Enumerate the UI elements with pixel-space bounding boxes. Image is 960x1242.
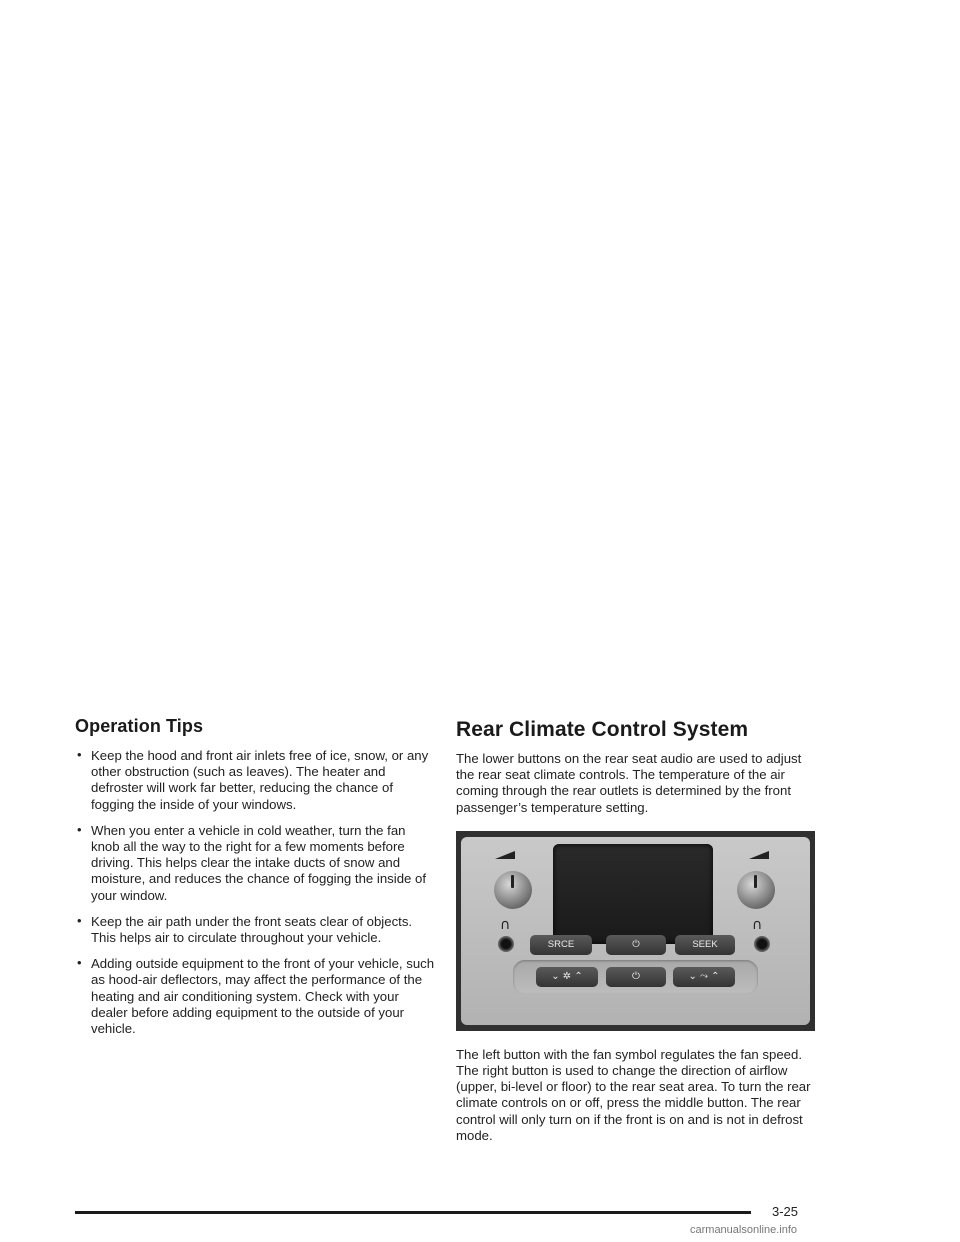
audio-power-button: ⏻ (606, 935, 666, 955)
srce-button: SRCE (530, 935, 592, 955)
list-item: • Keep the hood and front air inlets free of ice, snow, or any other obstruction (such as leaves). The heater and defroster will work far better, reducing the chance of fogging the inside of your windows. (77, 747, 429, 812)
list-item: • Adding outside equipment to the front of your vehicle, such as hood-air deflectors, may affect the performance of the heating and air conditioning system. Check with your dealer before adding equipment to the outside of your vehicle. (77, 955, 435, 1037)
headphone-right-icon: ∩ (752, 916, 763, 933)
page-number: 3-25 (772, 1204, 799, 1219)
seek-button: SEEK (675, 935, 735, 955)
rear-climate-section (456, 718, 818, 1144)
operation-tips-section (75, 716, 435, 1047)
display-screen (553, 844, 713, 944)
volume-right-icon (749, 851, 769, 859)
watermark-text: carmanualsonline.info (690, 1224, 798, 1236)
climate-power-button: ⏻ (606, 967, 666, 987)
airflow-mode-button: ⌄ ⤳ ⌃ (673, 967, 735, 987)
bullet-icon: • (77, 821, 82, 837)
operation-tips-heading: Operation Tips (75, 716, 204, 736)
control-panel (461, 837, 810, 1025)
operation-tips-list (75, 748, 435, 1037)
headphone-left-icon: ∩ (500, 916, 511, 933)
list-item: • Keep the air path under the front seats clear of objects. This helps air to circulate throughout your vehicle. (77, 912, 413, 946)
rear-climate-intro: The lower buttons on the rear seat audio are used to adjust the rear seat climate controls. The temperature of the air coming through the rear outlets is determined by the front passenger’s temperature setting. (456, 751, 802, 815)
volume-left-icon (495, 851, 515, 859)
list-item: • When you enter a vehicle in cold weather, turn the fan knob all the way to the right for a few moments before driving. This helps clear the intake ducts of snow and moisture, and reduces the chance of fogging the inside of your window. (77, 821, 427, 903)
volume-knob-right (737, 871, 775, 909)
rear-climate-heading: Rear Climate Control System (456, 718, 749, 741)
headphone-jack-left (498, 936, 514, 952)
rear-climate-description: The left button with the fan symbol regulates the fan speed. The right button is used to change the direction of airflow (upper, bi-level or floor) to the rear seat area. To turn the rear climate controls on or off, press the middle button. The rear control will only turn on if the front is on and is not in defrost mode. (456, 1046, 811, 1143)
headphone-jack-right (754, 936, 770, 952)
volume-knob-left (494, 871, 532, 909)
bullet-icon: • (77, 912, 82, 928)
footer-rule (75, 1211, 751, 1214)
rear-seat-audio-photo (456, 831, 815, 1031)
bullet-icon: • (77, 747, 82, 762)
bullet-icon: • (77, 955, 82, 971)
fan-speed-button: ⌄ ✲ ⌃ (536, 967, 598, 987)
